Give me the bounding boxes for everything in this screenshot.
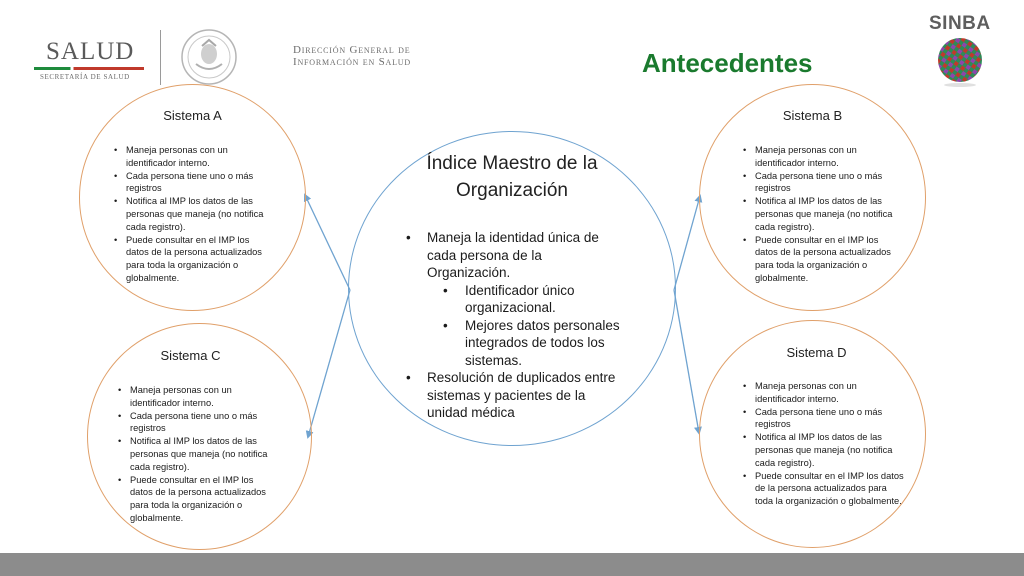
logo-divider xyxy=(160,30,161,85)
dgis-logo-text xyxy=(293,44,411,68)
sistema-a-bullets xyxy=(114,144,266,285)
arrow-to-sistema-d xyxy=(674,290,699,433)
national-seal-icon xyxy=(180,28,238,86)
page-title: Antecedentes xyxy=(642,48,813,78)
dgis-line-2: Información en Salud xyxy=(293,56,411,68)
list-item: • Puede consultar en el IMP los datos de la persona actualizados para toda la organización o globalmente. xyxy=(743,470,905,508)
list-item: • Notifica al IMP los datos de las personas que maneja (no notifica cada registro). xyxy=(743,195,903,233)
list-item: • Maneja personas con un identificador interno. xyxy=(118,384,274,410)
sinba-logo-icon xyxy=(934,36,986,88)
list-item: • Cada persona tiene uno o más registros xyxy=(114,170,266,196)
list-item: • Cada persona tiene uno o más registros xyxy=(118,410,274,436)
sistema-d-bullets xyxy=(743,380,905,508)
salud-logo-subtext: SECRETARÍA DE SALUD xyxy=(40,73,130,81)
imp-sub-bullets xyxy=(427,282,626,370)
list-item: • Mejores datos personales integrados de todos los sistemas. xyxy=(443,317,626,370)
imp-bullet-1: Maneja la identidad única de cada persona de la Organización. xyxy=(427,230,599,280)
salud-logo xyxy=(28,36,158,80)
list-item: • Cada persona tiene uno o más registros xyxy=(743,406,905,432)
footer-bar xyxy=(0,553,1024,576)
dgis-line-1: Dirección General de xyxy=(293,44,411,56)
sistema-d-title: Sistema D xyxy=(786,345,847,360)
arrow-to-sistema-a xyxy=(305,195,350,290)
list-item: • Maneja personas con un identificador interno. xyxy=(114,144,266,170)
salud-logo-word: SALUD xyxy=(46,38,135,65)
arrow-to-sistema-c xyxy=(308,290,350,437)
arrow-to-sistema-b xyxy=(674,196,700,290)
sistema-a-title: Sistema A xyxy=(163,108,222,123)
list-item: • Cada persona tiene uno o más registros xyxy=(743,170,903,196)
sinba-logo-text: SINBA xyxy=(929,13,991,34)
list-item: • Notifica al IMP los datos de las personas que maneja (no notifica cada registro). xyxy=(743,431,905,469)
list-item xyxy=(404,229,626,369)
list-item: • Maneja personas con un identificador interno. xyxy=(743,380,905,406)
imp-bullets xyxy=(404,229,626,422)
list-item: • Puede consultar en el IMP los datos de la persona actualizados para toda la organización o globalmente. xyxy=(118,474,274,525)
salud-logo-stripe xyxy=(34,67,144,70)
list-item: • Identificador único organizacional. xyxy=(443,282,626,317)
imp-title xyxy=(390,150,634,204)
list-item: • Notifica al IMP los datos de las personas que maneja (no notifica cada registro). xyxy=(114,195,266,233)
list-item: • Resolución de duplicados entre sistemas y pacientes de la unidad médica xyxy=(404,369,626,422)
list-item: • Puede consultar en el IMP los datos de la persona actualizados para toda la organización o globalmente. xyxy=(743,234,903,285)
list-item: • Maneja personas con un identificador interno. xyxy=(743,144,903,170)
imp-title-line-1: Índice Maestro de la xyxy=(426,153,598,174)
list-item: • Notifica al IMP los datos de las personas que maneja (no notifica cada registro). xyxy=(118,435,274,473)
sistema-c-bullets xyxy=(118,384,274,525)
sistema-c-title: Sistema C xyxy=(160,348,221,363)
list-item: • Puede consultar en el IMP los datos de la persona actualizados para toda la organización o globalmente. xyxy=(114,234,266,285)
sistema-b-title: Sistema B xyxy=(782,108,843,123)
sistema-b-bullets xyxy=(743,144,903,285)
imp-title-line-2: Organización xyxy=(456,180,568,201)
